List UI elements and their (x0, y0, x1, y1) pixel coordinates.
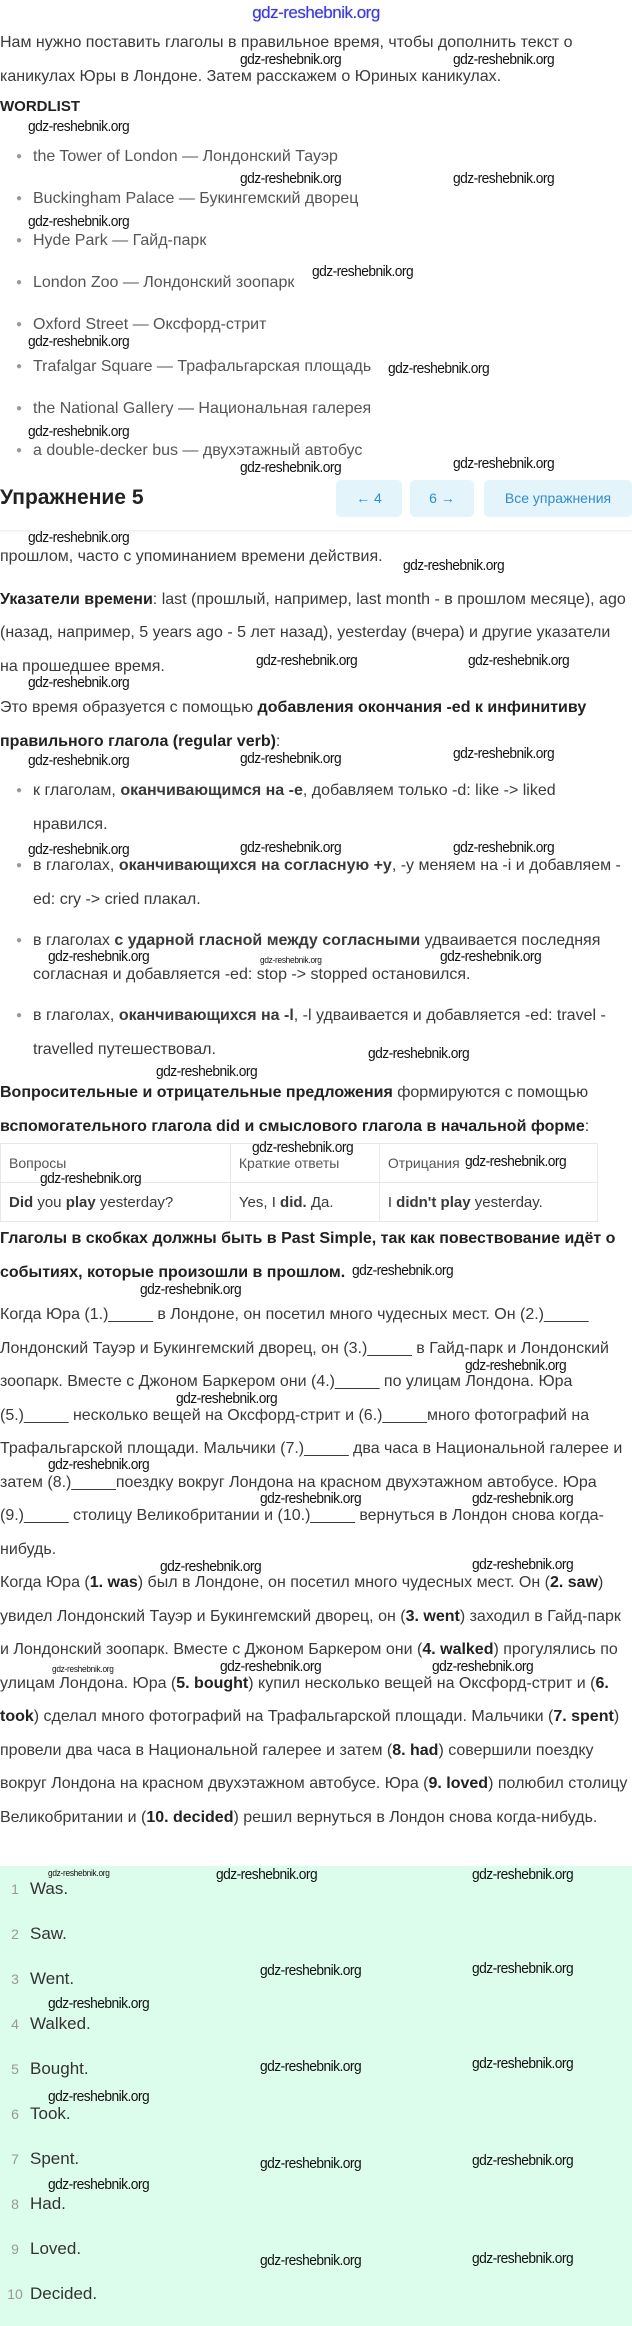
answer-text (0, 1566, 632, 1834)
answer-value: Took. (30, 2104, 71, 2123)
watermark-text: gdz-reshebnik.org (52, 1664, 114, 1674)
watermark-text: gdz-reshebnik.org (160, 1558, 262, 1575)
answer-item (0, 1919, 67, 1949)
wordlist-item-text: London Zoo — Лондонский зоопарк (33, 274, 295, 291)
answer-item (0, 1964, 74, 1994)
answer-number: 5 (11, 2061, 19, 2077)
wordlist-item-text: the National Gallery — Национальная галерея (33, 400, 372, 417)
wordlist-item-text: Oxford Street — Оксфорд-стрит (33, 316, 267, 333)
watermark-text: gdz-reshebnik.org (472, 2152, 574, 2169)
answer-number: 10 (7, 2286, 23, 2302)
prev-exercise-button[interactable]: ← 4 (336, 480, 402, 517)
answer-value: Spent. (30, 2149, 80, 2168)
table-header: Краткие ответы (230, 1144, 379, 1183)
watermark-text: gdz-reshebnik.org (48, 2088, 150, 2105)
watermark-text: gdz-reshebnik.org (220, 1658, 322, 1675)
table-header: Вопросы (1, 1144, 231, 1183)
watermark-text: gdz-reshebnik.org (440, 948, 542, 965)
watermark-text: gdz-reshebnik.org (472, 1960, 574, 1977)
text-segment: ) совершили поездку вокруг Лондона на красном двухэтажном автобусе. Юра ( (0, 1741, 594, 1792)
questions-note (0, 1076, 632, 1143)
bold-text: 1. was (89, 1574, 138, 1591)
bullet-icon: ● (16, 193, 23, 204)
watermark-text: gdz-reshebnik.org (368, 1045, 470, 1062)
rule-text (33, 782, 556, 833)
answer-item (0, 2009, 91, 2039)
watermark-text: gdz-reshebnik.org (453, 170, 555, 187)
bold-text: 3. went (405, 1607, 460, 1625)
watermark-text: gdz-reshebnik.org (472, 2055, 574, 2072)
watermark-text: gdz-reshebnik.org (453, 839, 555, 856)
site-watermark-logo: gdz-reshebnik.org (252, 3, 380, 22)
watermark-text: gdz-reshebnik.org (240, 459, 342, 476)
answer-number: 4 (11, 2016, 19, 2032)
text-segment: I (387, 1193, 397, 1211)
wordlist-item (0, 224, 632, 266)
bold-text: 4. walked (422, 1641, 494, 1658)
answer-item (0, 2054, 89, 2084)
bold-text: 8. had (392, 1741, 439, 1759)
rule-item (0, 999, 632, 1066)
watermark-text: gdz-reshebnik.org (240, 839, 342, 856)
text-segment: : (584, 1117, 590, 1135)
text-segment: ) сделал много фотографий на Трафальгарской площади. Мальчики ( (33, 1708, 554, 1725)
text-segment: yesterday. (470, 1193, 543, 1211)
watermark-text: gdz-reshebnik.org (468, 652, 570, 669)
text-segment: формируются с помощью (392, 1084, 589, 1101)
answer-value: Saw. (30, 1924, 67, 1943)
watermark-text: gdz-reshebnik.org (453, 51, 555, 68)
answer-number: 3 (11, 1971, 19, 1987)
text-segment: Это время образуется с помощью (0, 699, 258, 716)
watermark-text: gdz-reshebnik.org (28, 674, 130, 691)
watermark-text: gdz-reshebnik.org (240, 750, 342, 767)
watermark-text: gdz-reshebnik.org (48, 1868, 110, 1878)
text-segment: , -l удваивается и добавляется -ed: travel - travelled путешествовал. (33, 1007, 606, 1058)
watermark-text: gdz-reshebnik.org (260, 1962, 362, 1979)
bullet-icon: ● (16, 860, 23, 871)
text-segment: ) решил вернуться в Лондон снова когда-нибудь. (233, 1808, 598, 1826)
text-segment: в глаголах, (33, 857, 119, 874)
answer-item (0, 2189, 66, 2219)
bold-text: оканчивающихся на согласную +y (118, 857, 392, 874)
bullet-icon: ● (16, 277, 23, 288)
watermark-text: gdz-reshebnik.org (28, 529, 130, 546)
watermark-text: gdz-reshebnik.org (472, 2250, 574, 2267)
text-segment: ) увидел Лондонский Тауэр и Букингемский дворец, он ( (0, 1574, 604, 1625)
text-segment: к глаголам, (33, 782, 121, 799)
watermark-text: gdz-reshebnik.org (28, 752, 130, 769)
text-segment: you (33, 1193, 66, 1211)
bullet-icon: ● (16, 151, 23, 162)
watermark-text: gdz-reshebnik.org (28, 333, 130, 350)
watermark-text: gdz-reshebnik.org (472, 1490, 574, 1507)
table-cell (379, 1183, 597, 1222)
wordlist-item-text: Buckingham Palace — Букингемский дворец (33, 190, 359, 207)
watermark-text: gdz-reshebnik.org (28, 213, 130, 230)
answer-item (0, 2234, 81, 2264)
bullet-icon: ● (16, 785, 23, 796)
watermark-text: gdz-reshebnik.org (403, 557, 505, 574)
answer-number: 8 (11, 2196, 19, 2212)
bold-text: Did (9, 1193, 34, 1211)
page-title: Упражнение 5 (0, 486, 144, 509)
all-exercises-button[interactable]: Все упражнения (484, 480, 632, 517)
text-segment: ) провели два часа в Национальной галерее и затем ( (0, 1708, 620, 1759)
bullet-icon: ● (16, 235, 23, 246)
table-header: Отрицания (379, 1144, 597, 1183)
watermark-text: gdz-reshebnik.org (472, 1866, 574, 1883)
bold-text: play (65, 1193, 96, 1211)
watermark-text: gdz-reshebnik.org (260, 2252, 362, 2269)
bullet-icon: ● (16, 403, 23, 414)
bold-text: с ударной гласной между согласными (114, 932, 421, 949)
watermark-text: gdz-reshebnik.org (465, 1357, 567, 1374)
text-segment: , добавляем только -d: like -> liked нравился. (33, 782, 556, 833)
bold-text: оканчивающихся на -l (118, 1007, 294, 1024)
bold-text: 9. loved (428, 1775, 489, 1792)
watermark-text: gdz-reshebnik.org (260, 955, 322, 965)
answer-item (0, 2144, 79, 2174)
bullet-icon: ● (16, 445, 23, 456)
text-segment: ) заходил в Гайд-парк и Лондонский зоопарк. Вместе с Джоном Баркером они ( (0, 1607, 621, 1658)
text-segment: : (275, 732, 281, 750)
answer-value: Walked. (30, 2014, 91, 2033)
bullet-icon: ● (16, 361, 23, 372)
bullet-icon: ● (16, 935, 23, 946)
wordlist-title: WORDLIST (0, 98, 80, 115)
answer-value: Loved. (30, 2239, 82, 2258)
wordlist-item (0, 350, 632, 392)
watermark-text: gdz-reshebnik.org (252, 1139, 354, 1156)
watermark-text: gdz-reshebnik.org (453, 455, 555, 472)
table-row (1, 1183, 598, 1222)
bold-text: didn't play (396, 1193, 471, 1211)
watermark-text: gdz-reshebnik.org (388, 360, 490, 377)
rule-text (33, 857, 621, 908)
text-segment: ) полюбил столицу Великобритании и ( (0, 1775, 628, 1826)
watermark-text: gdz-reshebnik.org (256, 652, 358, 669)
text-segment: удваивается последняя согласная и добавляется -ed: stop -> stopped остановился. (33, 932, 601, 983)
watermark-text: gdz-reshebnik.org (28, 423, 130, 440)
text-segment: ) купил несколько вещей на Оксфорд-стрит и ( (248, 1674, 596, 1692)
answer-value: Went. (30, 1969, 75, 1988)
text-segment: yesterday? (95, 1193, 174, 1211)
bold-text: вспомогательного глагола did и смыслового глагола в начальной форме (0, 1117, 585, 1135)
bold-text: Вопросительные и отрицательные предложения (0, 1084, 393, 1101)
watermark-text: gdz-reshebnik.org (140, 1281, 242, 1298)
watermark-text: gdz-reshebnik.org (465, 1153, 567, 1170)
watermark-text: gdz-reshebnik.org (48, 1995, 150, 2012)
bold-text: 2. saw (549, 1574, 599, 1591)
text-segment: Да. (306, 1193, 334, 1211)
watermark-text: gdz-reshebnik.org (260, 2058, 362, 2075)
watermark-text: gdz-reshebnik.org (28, 841, 130, 858)
watermark-text: gdz-reshebnik.org (432, 1658, 534, 1675)
rule-item (0, 774, 632, 841)
watermark-text: gdz-reshebnik.org (472, 1556, 574, 1573)
answer-number: 9 (11, 2241, 19, 2257)
watermark-text: gdz-reshebnik.org (156, 1063, 258, 1080)
text-segment: в глаголах, (33, 1007, 119, 1024)
watermark-text: gdz-reshebnik.org (28, 118, 130, 135)
text-segment: ) прогулялись по улицам Лондона. Юра ( (0, 1641, 618, 1692)
watermark-text: gdz-reshebnik.org (352, 1262, 454, 1279)
rule-item (0, 849, 632, 916)
answer-number: 6 (11, 2106, 19, 2122)
rule-text (33, 1007, 606, 1058)
watermark-text: gdz-reshebnik.org (176, 1390, 278, 1407)
bullet-icon: ● (16, 319, 23, 330)
bold-text: 6. took (0, 1674, 609, 1725)
rules-list (0, 774, 632, 1066)
answer-number: 2 (11, 1926, 19, 1942)
wordlist-item-text: Trafalgar Square — Трафальгарская площадь (33, 358, 372, 375)
text-segment: Когда Юра ( (0, 1574, 90, 1591)
answer-value: Bought. (30, 2059, 89, 2078)
bold-text: 10. decided (146, 1808, 234, 1826)
watermark-text: gdz-reshebnik.org (48, 948, 150, 965)
answer-item (0, 2279, 97, 2309)
answer-number: 7 (11, 2151, 19, 2167)
text-segment: ) был в Лондоне, он посетил много чудесных мест. Он ( (137, 1574, 550, 1591)
table-cell (1, 1183, 231, 1222)
watermark-text: gdz-reshebnik.org (312, 263, 414, 280)
text-segment: прошлом, часто с упоминанием времени действия. (0, 548, 383, 565)
bold-text: добавления окончания -ed к инфинитиву правильного глагола (regular verb) (0, 699, 587, 750)
text-segment: в глаголах (33, 932, 115, 949)
watermark-text: gdz-reshebnik.org (260, 2155, 362, 2172)
watermark-text: gdz-reshebnik.org (240, 51, 342, 68)
answer-value: Was. (30, 1879, 69, 1898)
bold-text: оканчивающимся на -e (120, 782, 303, 799)
wordlist-item-text: the Tower of London — Лондонский Тауэр (33, 148, 338, 165)
task-text (0, 1298, 632, 1566)
watermark-text: gdz-reshebnik.org (260, 1490, 362, 1507)
bold-text: 5. bought (176, 1674, 249, 1692)
bold-text: Указатели времени (0, 590, 153, 608)
answer-value: Had. (30, 2194, 66, 2213)
watermark-text: gdz-reshebnik.org (216, 1866, 318, 1883)
answer-number: 1 (11, 1881, 19, 1897)
next-exercise-button[interactable]: 6 → (410, 480, 474, 517)
wordlist-item-text: a double-decker bus — двухэтажный автобус (33, 442, 363, 459)
table-cell (230, 1183, 379, 1222)
wordlist-item-text: Hyde Park — Гайд-парк (33, 232, 207, 249)
bullet-icon: ● (16, 1010, 23, 1021)
text-segment: Когда Юра (1.)_____ в Лондоне, он посетил много чудесных мест. Он (2.)_____ Лондонский Тауэр и Букингемский дворец, он (3.)_____ в Гайд-парк и Лондонский зоопарк. Вместе с Джоном Баркером они (4.)_____ по улицам Лондона. Юра (5.)_____ несколько вещей на Оксфорд-стрит и (6.)_____много фотографий на Трафальгарской площади. Мальчики (7.)_____ два часа в Национальной галерее и затем (8.)_____поездку вокруг Лондона на красном двухэтажном автобусе. Юра (9.)_____ столицу Великобритании и (10.)_____ вернуться в Лондон снова когда-нибудь. (0, 1306, 623, 1558)
watermark-text: gdz-reshebnik.org (48, 1456, 150, 1473)
text-segment: Нам нужно поставить глаголы в правильное время, чтобы дополнить текст о каникулах Юры в Лондоне. Затем расскажем о Юриных каникулах. (0, 34, 573, 85)
text-segment: : last (прошлый, например, last month - в прошлом месяце), ago (назад, например, 5 years ago - 5 лет назад), yesterday (вчера) и другие указатели на прошедшее время. (0, 590, 626, 675)
watermark-text: gdz-reshebnik.org (240, 170, 342, 187)
watermark-text: gdz-reshebnik.org (453, 745, 555, 762)
explanation-text (0, 1222, 632, 1289)
watermark-text: gdz-reshebnik.org (40, 1170, 142, 1187)
exercise-header (0, 470, 632, 530)
text-segment: , -y меняем на -i и добавляем -ed: cry -> cried плакал. (33, 857, 621, 908)
answer-value: Decided. (30, 2284, 98, 2303)
bold-text: 7. spent (553, 1708, 614, 1725)
bold-text: Глаголы в скобках должны быть в Past Simple, так как повествование идёт о событиях, которые произошли в прошлом. (0, 1230, 616, 1281)
text-segment: Yes, I (238, 1193, 281, 1211)
bold-text: did. (280, 1193, 307, 1211)
watermark-text: gdz-reshebnik.org (48, 2176, 150, 2193)
